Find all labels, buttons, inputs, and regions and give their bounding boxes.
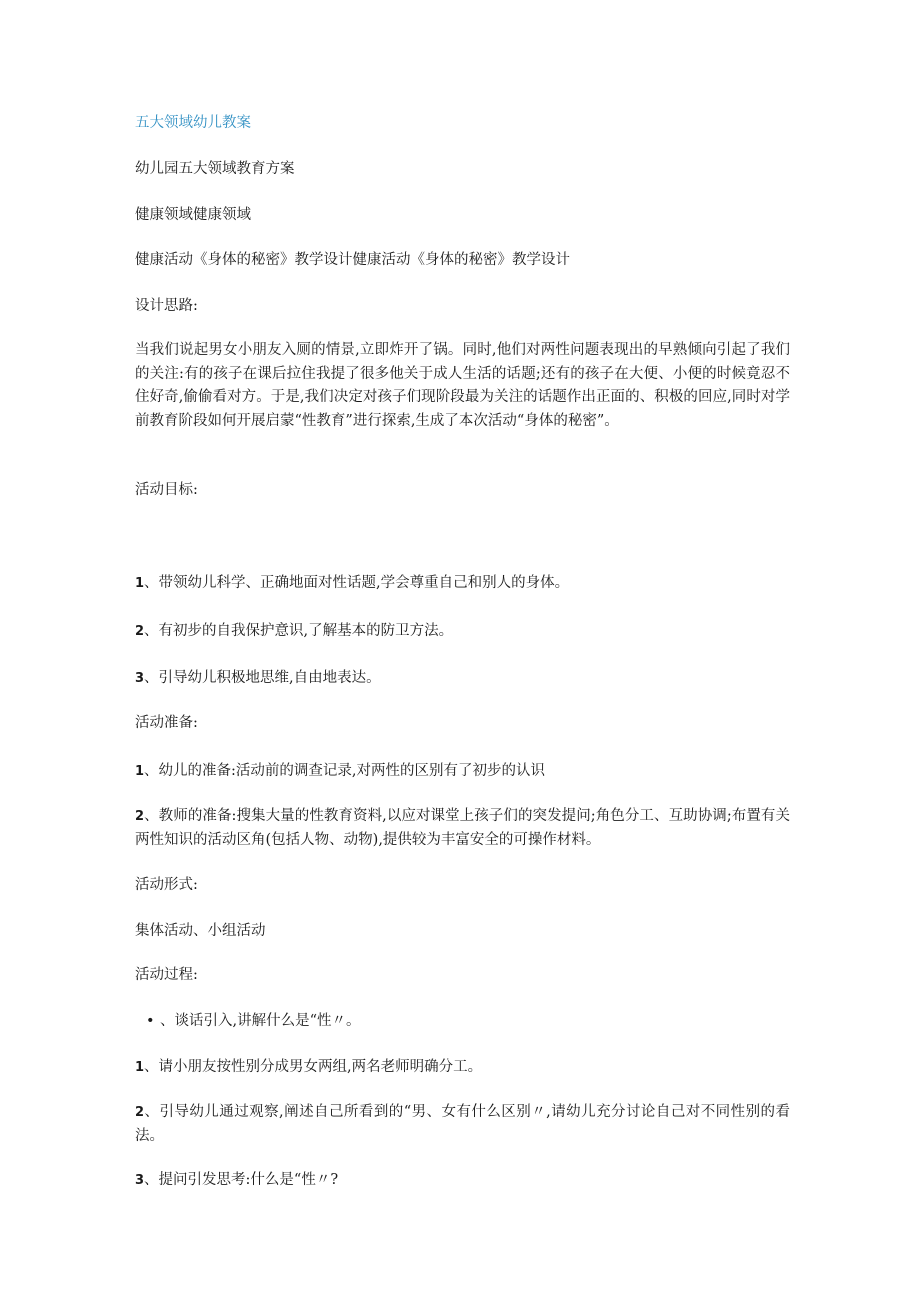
process-number: 2: [135, 1105, 145, 1120]
goal-number: 2: [135, 624, 145, 639]
goal-item: [135, 667, 795, 690]
design-label: 设计思路:: [135, 298, 198, 314]
goal-text: 、带领幼儿科学、正确地面对性话题,学会尊重自己和别人的身体。: [144, 575, 570, 591]
process-number: 3: [135, 1173, 145, 1188]
goal-item: [135, 620, 795, 643]
goal-number: 1: [135, 576, 145, 591]
prep-item: [135, 760, 795, 783]
process-text: 、提问引发思考:什么是“性〃?: [144, 1172, 339, 1188]
process-label: 活动过程:: [135, 967, 198, 983]
process-item: [135, 1169, 795, 1192]
bullet-icon: •: [146, 1013, 155, 1029]
process-item: [135, 1056, 795, 1079]
document-subtitle: 幼儿园五大领域教育方案: [135, 161, 295, 177]
domain-heading: 健康领域健康领域: [135, 207, 251, 223]
prep-number: 1: [135, 764, 145, 779]
process-intro: [146, 1010, 806, 1033]
prep-item: [135, 805, 790, 852]
process-number: 1: [135, 1060, 145, 1075]
process-text: 、引导幼儿通过观察,阐述自己所看到的“男、女有什么区别〃,请幼儿充分讨论自己对不同性别的看法。: [135, 1104, 790, 1144]
activity-heading: 健康活动《身体的秘密》教学设计健康活动《身体的秘密》教学设计: [135, 252, 570, 268]
process-text: 、请小朋友按性别分成男女两组,两名老师明确分工。: [144, 1059, 483, 1075]
goal-text: 、引导幼儿积极地思维,自由地表达。: [144, 670, 381, 686]
process-item: [135, 1101, 790, 1148]
form-text: 集体活动、小组活动: [135, 923, 266, 939]
goal-text: 、有初步的自我保护意识,了解基本的防卫方法。: [144, 623, 454, 639]
goal-number: 3: [135, 671, 145, 686]
process-intro-text: 、谈话引入,讲解什么是“性〃。: [160, 1013, 361, 1029]
design-paragraph: 当我们说起男女小朋友入厕的情景,立即炸开了锅。同时,他们对两性问题表现出的早熟倾向引起了我们的关注:有的孩子在课后拉住我提了很多他关于成人生活的话题;还有的孩子在大便、小便的时候竟忍不住好奇,偷偷看对方。于是,我们决定对孩子们现阶段最为关注的话题作出正面的、积极的回应,同时对学前教育阶段如何开展启蒙“性教育”进行探索,生成了本次活动“身体的秘密”。: [135, 342, 790, 429]
goals-label: 活动目标:: [135, 482, 198, 498]
form-label: 活动形式:: [135, 877, 198, 893]
prep-number: 2: [135, 809, 145, 824]
prep-text: 、幼儿的准备:活动前的调查记录,对两性的区别有了初步的认识: [144, 763, 546, 779]
goal-item: [135, 572, 795, 595]
prep-text: 、教师的准备:搜集大量的性教育资料,以应对课堂上孩子们的突发提问;角色分工、互助协调;布置有关两性知识的活动区角(包括人物、动物),提供较为丰富安全的可操作材料。: [135, 808, 790, 848]
prep-label: 活动准备:: [135, 715, 198, 731]
document-title[interactable]: 五大领域幼儿教案: [135, 115, 251, 131]
